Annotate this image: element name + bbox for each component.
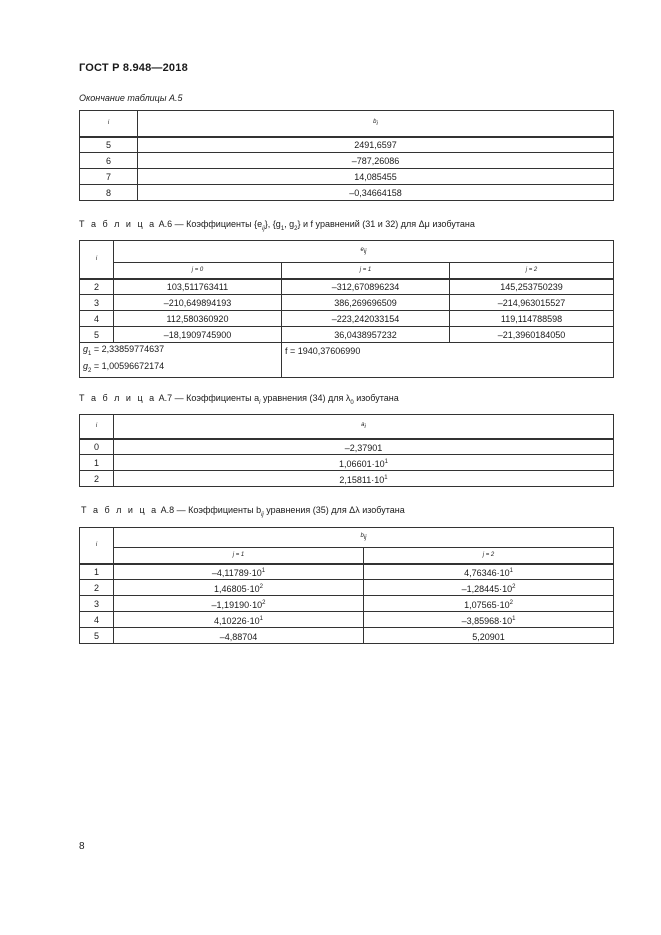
col-header-a: $a_i$ [114, 415, 614, 439]
col-header-b: $b_i$ [138, 111, 614, 137]
col-header-i: i [80, 528, 114, 564]
table-row: 2 $1,46805\cdot 10^2$ $-1,28445\cdot 10^2$ [80, 580, 614, 596]
table-row: 4 112,580360920 –223,242033154 119,114788598 [80, 311, 614, 327]
table-a8 [79, 527, 614, 644]
table-row: 1 $1,06601\cdot 10^1$ [80, 455, 614, 471]
table-row: 5 2491,6597 [80, 137, 614, 153]
table-a6-caption: Т а б л и ц а А.6 — Коэффициенты $\{e_{ij}\}$, {$g_1$, $g_2$} и f уравнений (31 и 32) для Δμ изобутана [79, 219, 475, 232]
table-a6 [79, 240, 614, 378]
table-a7-caption: Т а б л и ц а А.7 — Коэффициенты $a_i$ уравнения (34) для $\lambda_0$ изобутана [79, 393, 399, 406]
sub-col-j2: j = 2 [450, 263, 614, 279]
col-header-e: $e_{ij}$ [114, 241, 614, 263]
table-row: 3 –210,649894193 386,269696509 –214,963015527 [80, 295, 614, 311]
table-row: 2 103,511763411 –312,670896234 145,253750239 [80, 279, 614, 295]
col-header-b: $b_{ij}$ [114, 528, 614, 548]
table-row: 8 –0,34664158 [80, 185, 614, 201]
sub-col-j2: j = 2 [364, 548, 614, 564]
g-coefficients: $g_1 = 2,33859774637$ $g_2 = 1,00596672174$ [80, 343, 282, 378]
sub-col-j1: j = 1 [282, 263, 450, 279]
table-a8-caption: Т а б л и ц а А.8 — Коэффициенты $b_{ij}$ уравнения (35) для Δλ изобутана [81, 505, 405, 518]
sub-col-j1: j = 1 [114, 548, 364, 564]
table-row: 4 $4,10226\cdot 10^1$ $-3,85968\cdot 10^1$ [80, 612, 614, 628]
col-header-i: i [80, 111, 138, 137]
table-row: 5 –18,1909745900 36,0438957232 –21,3960184050 [80, 327, 614, 343]
table-row: 0 –2,37901 [80, 439, 614, 455]
table-a7 [79, 414, 614, 487]
table-row: 1 $-4,11789\cdot 10^1$ $4,76346\cdot 10^1$ [80, 564, 614, 580]
table-a5 [79, 110, 614, 201]
table-row: 5 –4,88704 5,20901 [80, 628, 614, 644]
table-row: 6 –787,26086 [80, 153, 614, 169]
f-coefficient: f = 1940,37606990 [282, 343, 614, 378]
table-a5-caption: Окончание таблицы А.5 [79, 93, 183, 103]
col-header-i: i [80, 415, 114, 439]
document-id: ГОСТ Р 8.948—2018 [79, 62, 188, 74]
sub-col-j0: j = 0 [114, 263, 282, 279]
page-number: 8 [79, 841, 85, 852]
table-row: 2 $2,15811\cdot 10^1$ [80, 471, 614, 487]
col-header-i: i [80, 241, 114, 279]
table-row: 7 14,085455 [80, 169, 614, 185]
table-row [80, 343, 614, 378]
table-row: 3 $-1,19190\cdot 10^2$ $1,07565\cdot 10^2$ [80, 596, 614, 612]
